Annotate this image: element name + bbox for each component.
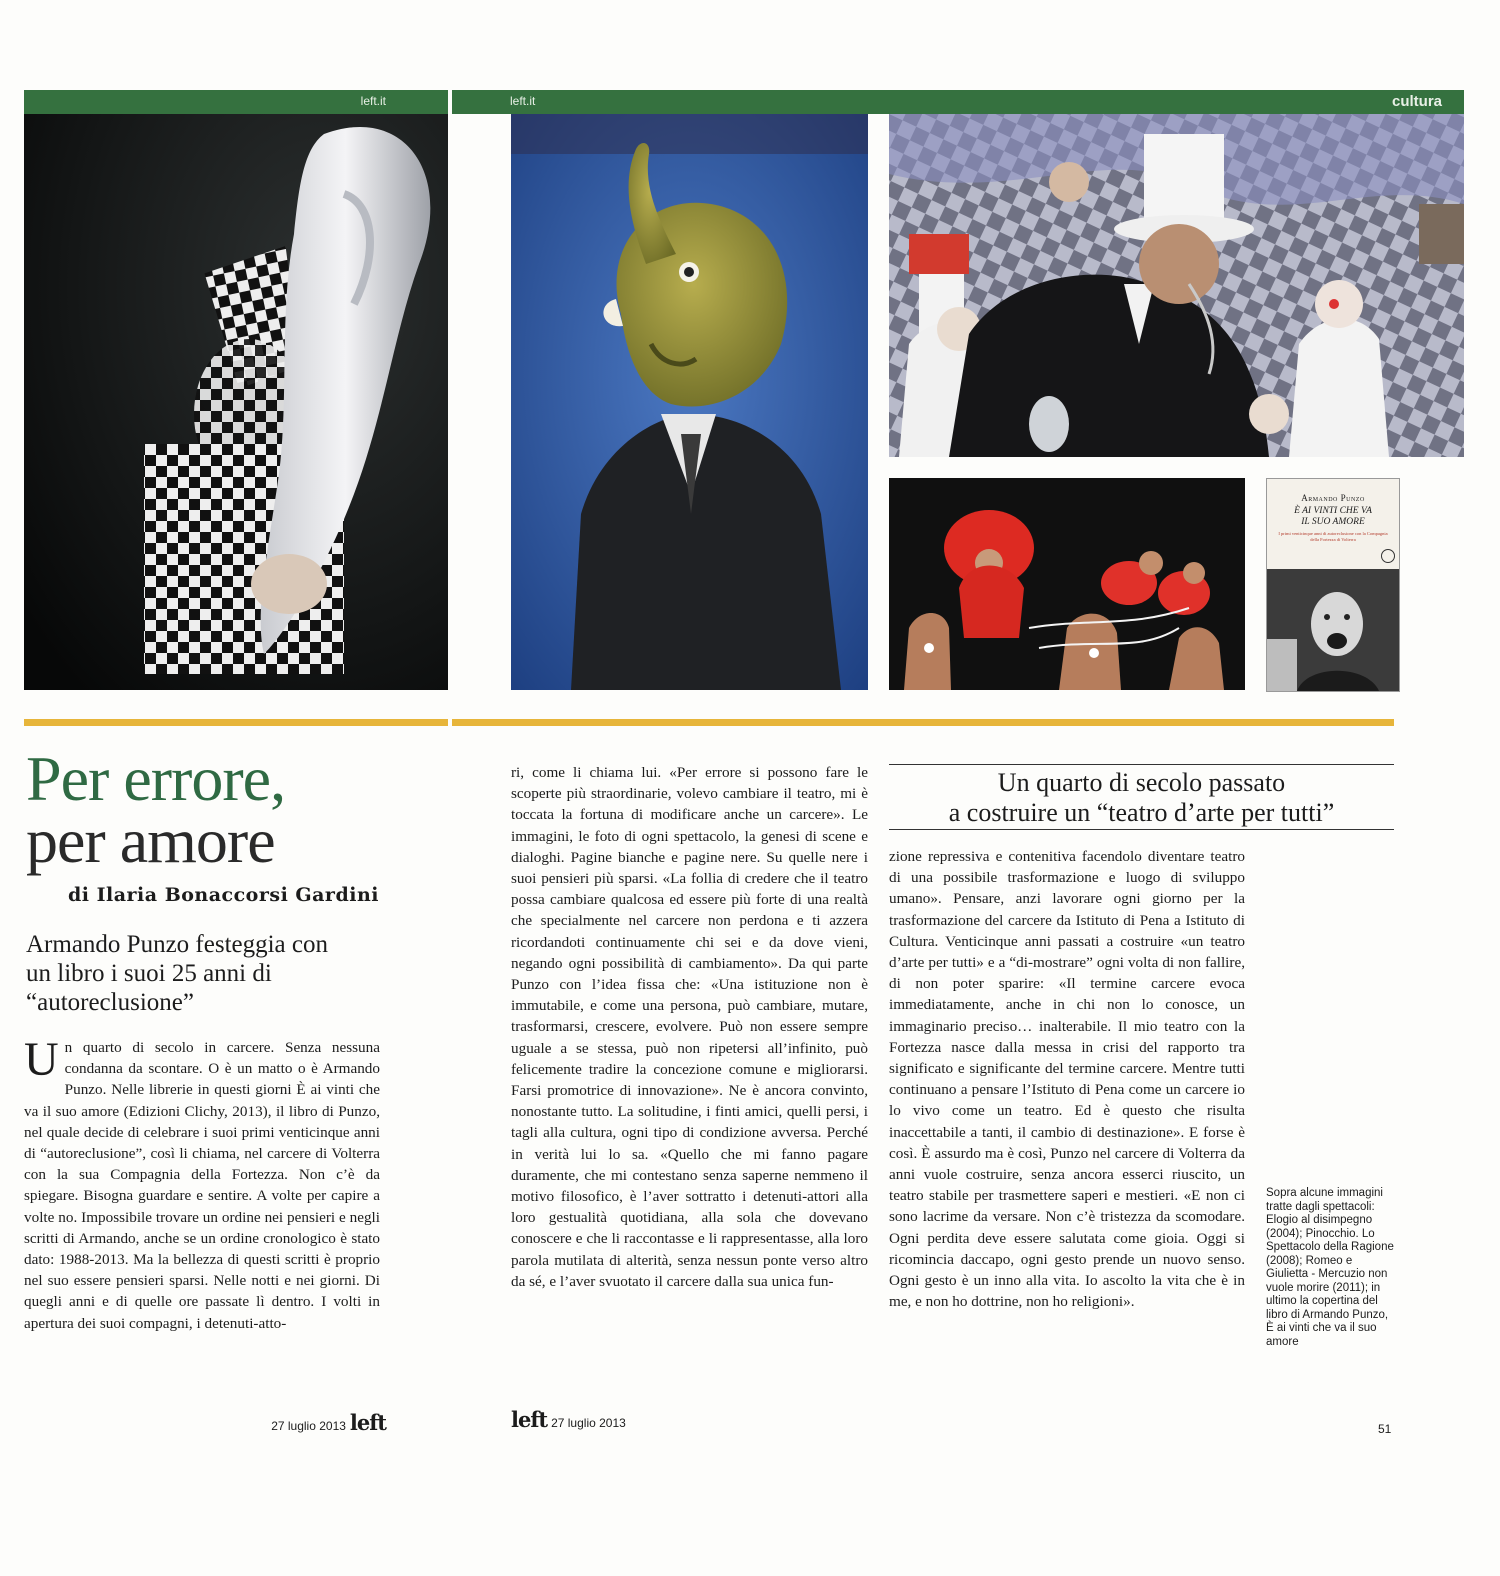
byline: di Ilaria Bonaccorsi Gardini	[68, 884, 379, 906]
dropcap: U	[24, 1033, 59, 1086]
gold-rule-right	[452, 719, 1394, 726]
title-line-2: per amore	[26, 805, 275, 876]
site-label-left: left.it	[360, 94, 386, 108]
footer-right-logo: left	[511, 1407, 548, 1432]
gold-rule-left	[24, 719, 448, 726]
book-cover-photo	[1267, 569, 1399, 691]
footer-left-date: 27 luglio 2013	[271, 1419, 346, 1433]
subhead-bottom-rule	[889, 829, 1394, 830]
page-number: 51	[1378, 1422, 1392, 1436]
book-title-line2: IL SUO AMORE	[1301, 517, 1365, 527]
publisher-logo-icon	[1381, 549, 1395, 563]
header-band-right	[452, 90, 1464, 114]
column-1	[24, 1033, 380, 1334]
photo-caption: Sopra alcune immagini tratte dagli spettacoli: Elogio al disimpegno (2004); Pinocchio. Lo Spettacolo della Ragione (2008); Romeo e Giulietta - Mercuzio non vuole morire (2011); in ultimo la copertina del libro di Armando Punzo, È ai vinti che va il suo amore	[1266, 1187, 1394, 1348]
subhead-line-2: a costruire un “teatro d’arte per tutti”	[948, 798, 1335, 827]
photo-top-hat-performer	[889, 114, 1464, 457]
book-title-line1: È AI VINTI CHE VA	[1294, 506, 1372, 516]
section-label: cultura	[1391, 93, 1442, 110]
footer-left-logo: left	[349, 1410, 386, 1435]
book-author: Armando Punzo	[1301, 493, 1365, 503]
subhead-top-rule	[889, 764, 1394, 765]
footer-right	[511, 1407, 671, 1432]
deck: Armando Punzo festeggia con un libro i suoi 25 anni di “autoreclusione”	[26, 931, 329, 1016]
site-label-right: left.it	[510, 94, 536, 108]
article-title	[26, 743, 426, 876]
footer-right-date: 27 luglio 2013	[551, 1416, 626, 1430]
column-2: ri, come li chiama lui. «Per errore si possono fare le scoperte più straordinarie, volevo cambiare il teatro, mi è toccata la fortuna di modificare anche un carcere». Le immagini, le foto di ogni spettacolo, la genesi di scene e dialoghi. Pagine bianche e pagine nere. Su quelle nere i suoi pensieri più sparsi. «La follia di credere che il teatro possa cambiare qualcosa ed essere più forte di una realtà che specialmente nel carcere non perdona e ti azzera ricordandoti continuamente chi sei e da dove vieni, negando ogni possibilità di cambiamento». Da qui parte Punzo con l’idea fissa che: «Una istituzione non è immutabile, e come una persona, può cambiare, mutare, trasformarsi, crescere, evolvere. Può non essere sempre uguale a se stessa, può non ripetersi all’infinito, può felicemente tradire la concezione comune e migliorarsi. Farsi promotrice di innovazione». Ne è ancora convinto, nonostante tutto. La solitudine, i finti amici, quelli persi, i tagli alla cultura, ogni tipo di condizione avversa. Perché in verità lui lo sa. «Quello che mi fanno pagare duramente, che mi contestano senza saperne nemmeno il motivo filosofico, è l’aver sottratto i detenuti-attori alla loro gestualità quotidiana, alla sola che dovevano conoscere e che li raccontasse e li rappresentasse, alla loro parola mutilata di alterità, senza nessun ponte verso altro da sé, e l’aver svuotato il carcere dalla sua unica fun-	[511, 764, 868, 1290]
photo-elogio-al-disimpegno	[24, 114, 448, 690]
footer-left	[266, 1410, 386, 1435]
subhead-line-1: Un quarto di secolo passato	[997, 768, 1286, 797]
book-cover	[1266, 478, 1400, 692]
header-band-left	[24, 90, 448, 114]
photo-romeo-e-giulietta	[889, 478, 1245, 690]
subhead	[889, 768, 1394, 828]
column-1-text: n quarto di secolo in carcere. Senza nessuna condanna da scontare. O è un matto o è Armando Punzo. Nelle librerie in questi giorni È ai vinti che va il suo amore (Edizioni Clichy, 2013), il libro di Punzo, nel quale decide di celebrare i suoi primi venticinque anni di “autoreclusione”, così li chiama, nel carcere di Volterra con la sua Compagnia della Fortezza. Non c’è da spiegare. Bisogna guardare e sentire. A volte per capire a volte no. Impossibile trovare un ordine nei pensieri e negli scritti di Armando, anche se un ordine cronologico è stato dato: 1988-2013. Ma la bellezza di questi scritti è proprio nel suo essere pensieri sparsi. Nelle notti e nei giorni. Di quegli anni e di quelle ore passate lì dentro. I volti in apertura dei suoi compagni, i detenuti-atto-	[24, 1039, 380, 1332]
book-subtitle: I primi venticinque anni di autoreclusione con la Compagnia della Fortezza di Volterra	[1278, 531, 1388, 542]
photo-pinocchio-elephant-mask	[511, 114, 868, 690]
title-line-1: Per errore,	[26, 743, 286, 814]
column-3: zione repressiva e contenitiva facendolo diventare teatro di una possibile trasformazione e luogo di sviluppo umano». Pensare, anzi lavorare ogni giorno per la trasformazione del carcere da Istituto di Pena a Istituto di Cultura. Venticinque anni passati a costruire «un teatro d’arte per tutti» e a “di-mostrare” ogni volta di non fallire, di non poter sparire: «Il termine carcere evoca immediatamente, anche in chi non lo conosce, un immaginario preciso… inalterabile. Il mio teatro con la Fortezza nasce dalla messa in crisi del rapporto tra significato e significante del termine carcere. Mentre tutti continuano a pensare l’Istituto di Pena come un carcere io lo vivo come un teatro. Ed è questo che risulta inaccettabile a tanti, il cambio di destinazione». E forse è così. È assurdo ma è così, Punzo nel carcere di Volterra da anni vuole costruire, senza ancora esserci riuscito, un teatro stabile per trasmettere saperi e mestieri. «E non ci sono lacrime da versare. Non c’è tristezza da scomodare. Ogni perdita deve essere salutata come gioia. Oggi si ricomincia daccapo, ogni gesto prende un nuovo senso. Ogni gesto è un inno alla vita. Io ascolto la vita che è in me, e non ho dottrine, non ho religioni».	[889, 848, 1245, 1311]
